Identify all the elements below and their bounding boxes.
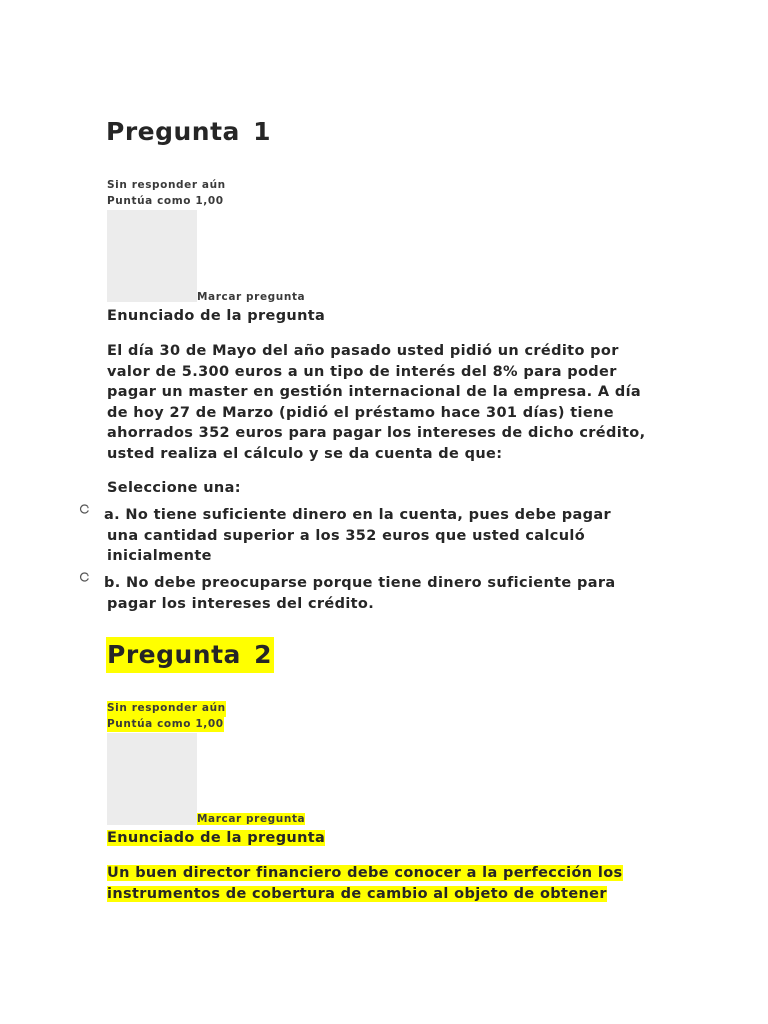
option-b-line: b. No debe preocuparse porque tiene dinero suficiente para: [104, 575, 616, 591]
option-a-line: una cantidad superior a los 352 euros que usted calculó: [107, 527, 586, 544]
statement-line: de hoy 27 de Marzo (pidió el préstamo hace 301 días) tiene: [107, 404, 614, 421]
question-1-status: Sin responder aún: [107, 179, 226, 191]
statement-line: valor de 5.300 euros a un tipo de interés del 8% para poder: [107, 363, 617, 380]
statement-line: El día 30 de Mayo del año pasado usted pidió un crédito por: [107, 343, 619, 359]
option-a[interactable]: [104, 505, 674, 567]
option-a-line: inicialmente: [107, 548, 212, 565]
statement-line: [107, 863, 667, 884]
question-1-statement: [107, 341, 667, 465]
radio-button-icon[interactable]: [79, 504, 90, 515]
question-2-flag-label: Marcar pregunta: [197, 813, 306, 825]
question-2-statement: [107, 863, 667, 904]
question-2-title-text: Pregunta 2: [106, 637, 274, 673]
radio-button-icon[interactable]: [79, 572, 90, 583]
question-2-info: [107, 701, 226, 732]
question-1-title: Pregunta 1: [106, 117, 272, 146]
statement-line: ahorrados 352 euros para pagar los intereses de dicho crédito,: [107, 425, 646, 442]
question-2-status: Sin responder aún: [107, 701, 226, 717]
question-1-statement-heading: Enunciado de la pregunta: [107, 308, 326, 324]
question-2-flag-link[interactable]: [197, 813, 305, 826]
question-2-statement-heading-text: Enunciado de la pregunta: [107, 830, 326, 846]
statement-line-text: Un buen director financiero debe conocer a la perfección los: [107, 865, 623, 881]
option-b[interactable]: [104, 573, 674, 614]
question-2-score: Puntúa como 1,00: [107, 717, 224, 733]
statement-line: [107, 884, 667, 905]
question-1-flag-link[interactable]: Marcar pregunta: [197, 291, 306, 303]
statement-line: usted realiza el cálculo y se da cuenta de que:: [107, 445, 503, 462]
question-2-flag-image[interactable]: [107, 733, 197, 825]
question-1-score: Puntúa como 1,00: [107, 194, 224, 207]
question-1-flag-image[interactable]: [107, 210, 197, 302]
statement-line: pagar un master en gestión internacional de la empresa. A día: [107, 384, 642, 401]
question-1-prompt: Seleccione una:: [107, 480, 241, 496]
option-a-line: a. No tiene suficiente dinero en la cuenta, pues debe pagar: [104, 507, 612, 523]
option-b-line: pagar los intereses del crédito.: [107, 595, 375, 612]
question-2-title: [106, 637, 274, 673]
statement-line-text: instrumentos de cobertura de cambio al objeto de obtener: [107, 885, 607, 902]
question-1-info: [107, 178, 226, 209]
question-2-statement-heading: [107, 828, 325, 849]
